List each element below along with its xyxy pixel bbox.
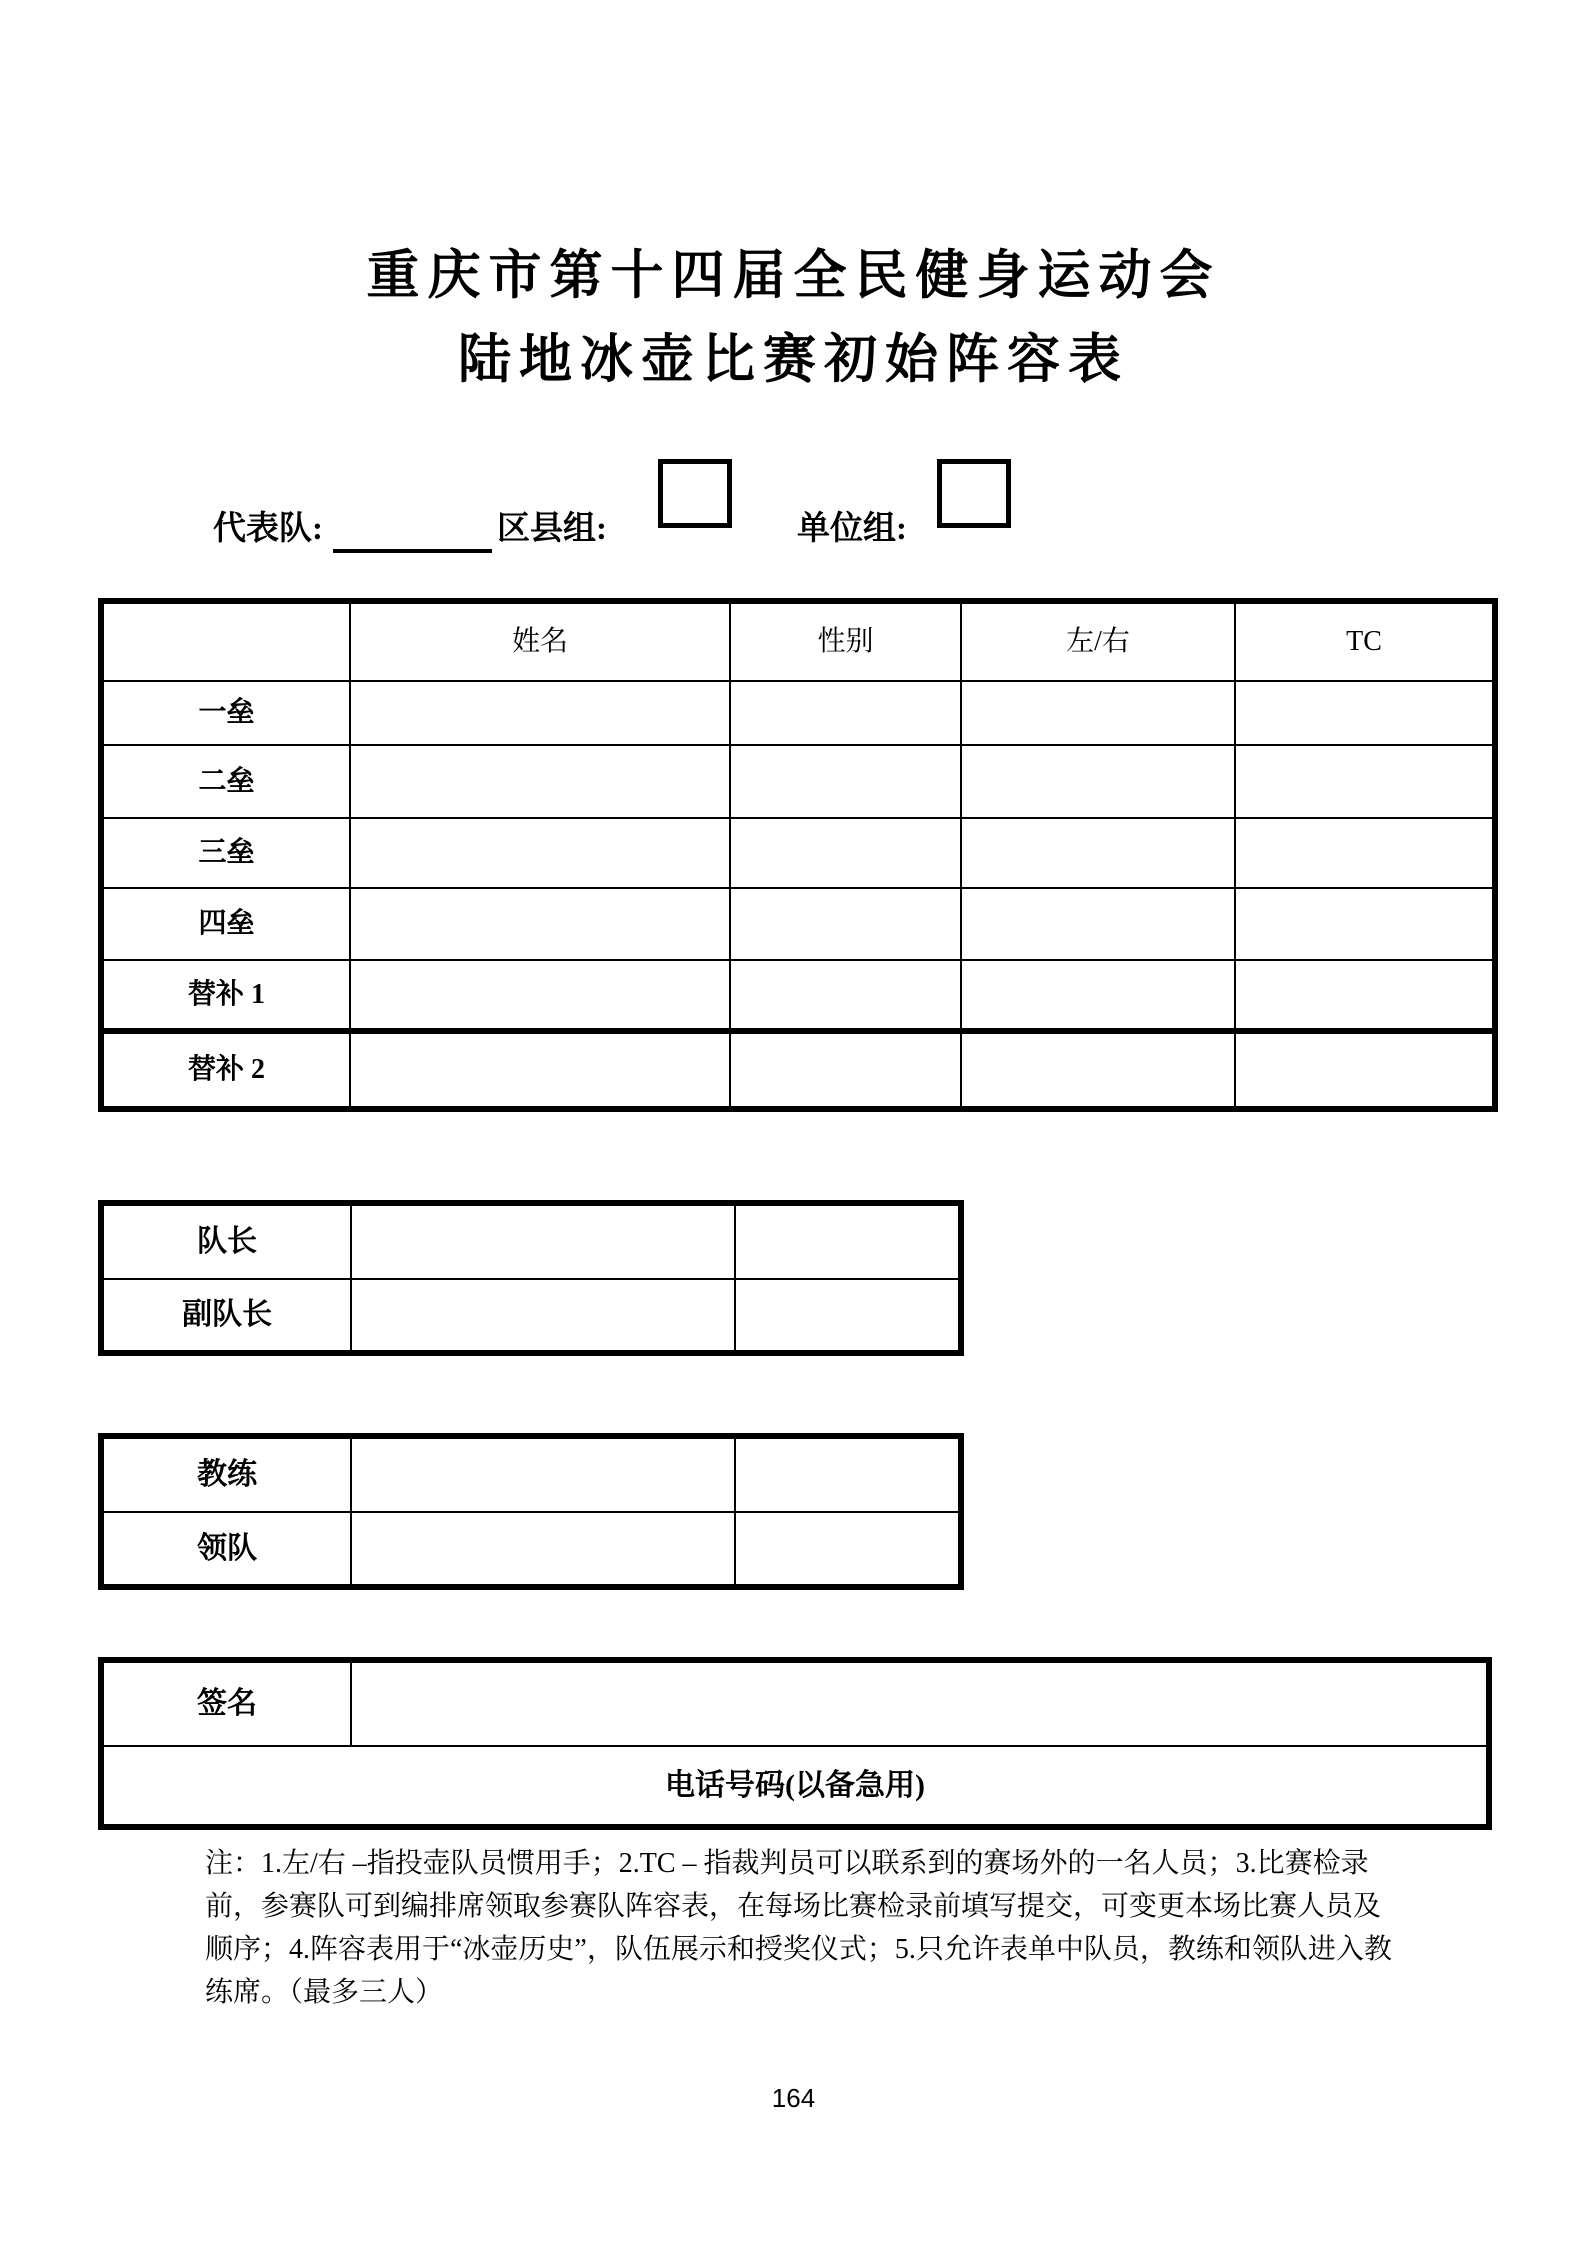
note-line-1: 注：1.左/右 –指投壶队员惯用手；2.TC – 指裁判员可以联系到的赛场外的一名人员；3.比赛检录 — [205, 1848, 1369, 1879]
notes-block — [205, 1842, 1425, 2014]
sub2-gender-cell[interactable] — [730, 1031, 961, 1109]
leader-name-cell[interactable] — [351, 1512, 735, 1587]
row-label-second: 二垒 — [101, 745, 350, 818]
row-label-vice-captain: 副队长 — [101, 1279, 351, 1353]
team-label: 代表队: — [213, 511, 323, 547]
leader-row — [101, 1512, 961, 1587]
unit-group-checkbox[interactable] — [937, 459, 1011, 528]
roster-table — [98, 598, 1498, 1112]
fourth-name-cell[interactable] — [350, 888, 730, 960]
roster-header-hand: 左/右 — [961, 601, 1235, 681]
captain-extra-cell[interactable] — [735, 1203, 961, 1279]
roster-row-third — [101, 818, 1495, 888]
signature-table — [98, 1657, 1492, 1830]
note-line-3: 顺序；4.阵容表用于“冰壶历史”，队伍展示和授奖仪式；5.只允许表单中队员，教练和领队进入教 — [205, 1934, 1392, 1965]
row-label-signature: 签名 — [101, 1660, 351, 1746]
lead-tc-cell[interactable] — [1235, 681, 1495, 745]
staff-table — [98, 1433, 964, 1590]
district-group-label: 区县组: — [497, 511, 607, 547]
lead-gender-cell[interactable] — [730, 681, 961, 745]
roster-header-empty — [101, 601, 350, 681]
fourth-tc-cell[interactable] — [1235, 888, 1495, 960]
title-line-1: 重庆市第十四届全民健身运动会 — [366, 247, 1221, 305]
phone-row — [101, 1746, 1489, 1827]
roster-row-lead — [101, 681, 1495, 745]
row-label-lead: 一垒 — [101, 681, 350, 745]
roster-header-gender: 性别 — [730, 601, 961, 681]
row-label-coach: 教练 — [101, 1436, 351, 1512]
roster-row-sub2 — [101, 1031, 1495, 1109]
roster-header-row — [101, 601, 1495, 681]
roster-row-sub1 — [101, 960, 1495, 1031]
second-hand-cell[interactable] — [961, 745, 1235, 818]
row-label-sub1: 替补 1 — [101, 960, 350, 1031]
vice-captain-extra-cell[interactable] — [735, 1279, 961, 1353]
sub2-name-cell[interactable] — [350, 1031, 730, 1109]
unit-group-label: 单位组: — [797, 511, 907, 547]
page-number: 164 — [771, 2083, 816, 2113]
coach-row — [101, 1436, 961, 1512]
note-line-2: 前，参赛队可到编排席领取参赛队阵容表，在每场比赛检录前填写提交，可变更本场比赛人员及 — [205, 1891, 1382, 1922]
team-name-blank[interactable] — [333, 505, 492, 553]
roster-row-fourth — [101, 888, 1495, 960]
captain-table — [98, 1200, 964, 1356]
fourth-hand-cell[interactable] — [961, 888, 1235, 960]
vice-captain-row — [101, 1279, 961, 1353]
page-title — [0, 234, 1587, 402]
signature-row — [101, 1660, 1489, 1746]
coach-name-cell[interactable] — [351, 1436, 735, 1512]
captain-name-cell[interactable] — [351, 1203, 735, 1279]
captain-row — [101, 1203, 961, 1279]
row-label-third: 三垒 — [101, 818, 350, 888]
signature-cell[interactable] — [351, 1660, 1489, 1746]
second-tc-cell[interactable] — [1235, 745, 1495, 818]
sub1-tc-cell[interactable] — [1235, 960, 1495, 1031]
row-label-leader: 领队 — [101, 1512, 351, 1587]
sub2-tc-cell[interactable] — [1235, 1031, 1495, 1109]
district-group-checkbox[interactable] — [658, 459, 732, 528]
second-gender-cell[interactable] — [730, 745, 961, 818]
sub2-hand-cell[interactable] — [961, 1031, 1235, 1109]
third-tc-cell[interactable] — [1235, 818, 1495, 888]
note-line-4: 练席。（最多三人） — [205, 1977, 444, 2008]
roster-row-second — [101, 745, 1495, 818]
coach-extra-cell[interactable] — [735, 1436, 961, 1512]
row-label-fourth: 四垒 — [101, 888, 350, 960]
leader-extra-cell[interactable] — [735, 1512, 961, 1587]
phone-label-cell[interactable]: 电话号码(以备急用) — [101, 1746, 1489, 1827]
sub1-hand-cell[interactable] — [961, 960, 1235, 1031]
lead-hand-cell[interactable] — [961, 681, 1235, 745]
fourth-gender-cell[interactable] — [730, 888, 961, 960]
third-hand-cell[interactable] — [961, 818, 1235, 888]
second-name-cell[interactable] — [350, 745, 730, 818]
title-line-2: 陆地冰壶比赛初始阵容表 — [458, 331, 1129, 389]
third-name-cell[interactable] — [350, 818, 730, 888]
roster-header-name: 姓名 — [350, 601, 730, 681]
sub1-name-cell[interactable] — [350, 960, 730, 1031]
lead-name-cell[interactable] — [350, 681, 730, 745]
third-gender-cell[interactable] — [730, 818, 961, 888]
row-label-sub2: 替补 2 — [101, 1031, 350, 1109]
row-label-captain: 队长 — [101, 1203, 351, 1279]
roster-header-tc: TC — [1235, 601, 1495, 681]
sub1-gender-cell[interactable] — [730, 960, 961, 1031]
vice-captain-name-cell[interactable] — [351, 1279, 735, 1353]
